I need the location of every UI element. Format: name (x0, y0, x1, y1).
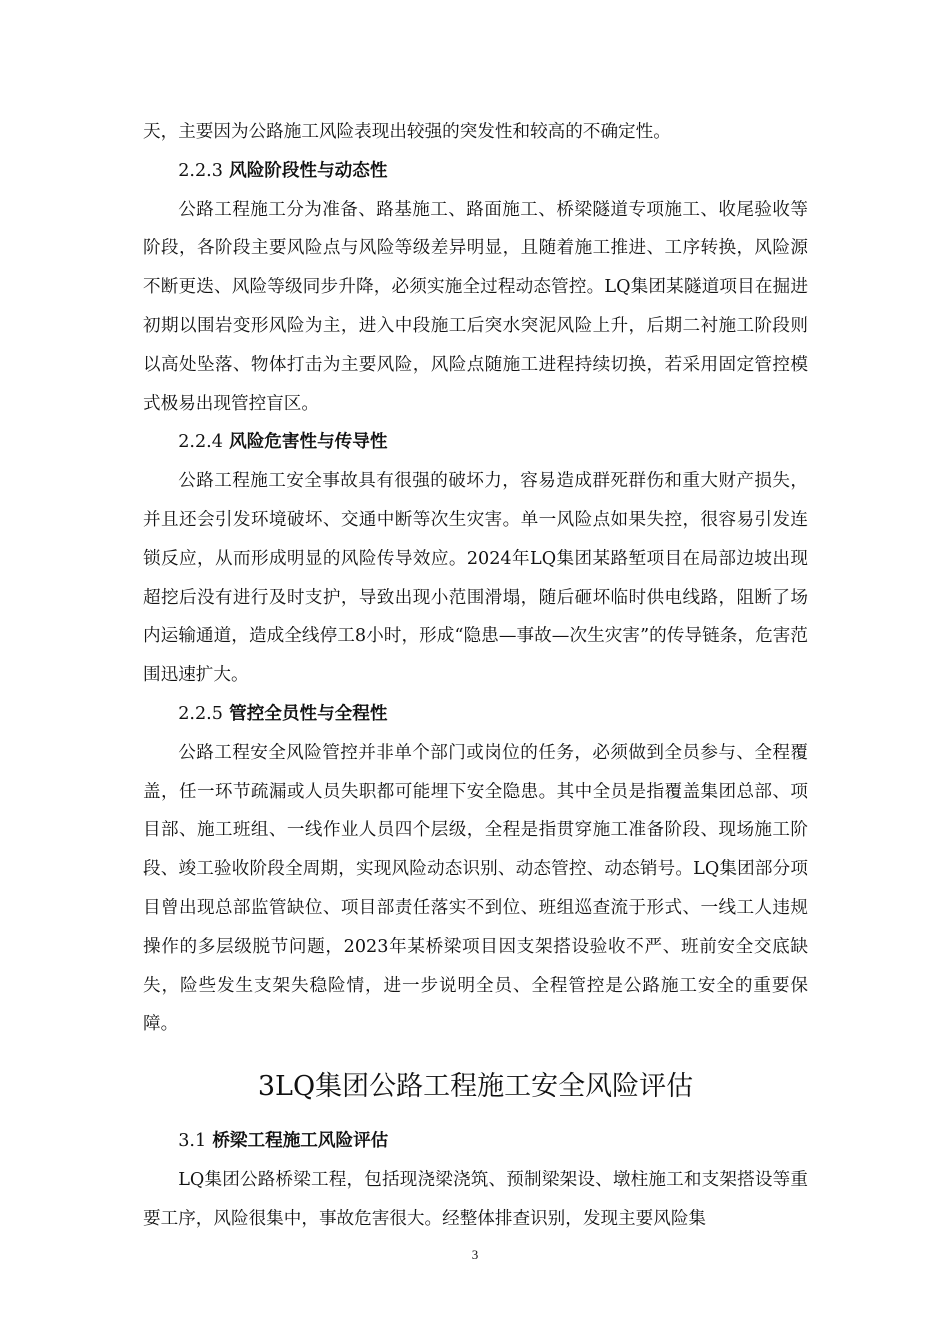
section-title: 管控全员性与全程性 (229, 702, 388, 724)
section-title: 风险阶段性与动态性 (229, 159, 388, 181)
page-number: 3 (471, 1247, 479, 1262)
section-paragraph-2-2-3: 公路工程施工分为准备、路基施工、路面施工、桥梁隧道专项施工、收尾验收等阶段，各阶段主要风险点与风险等级差异明显，且随着施工推进、工序转换，风险源不断更迭、风险等级同步升降，必须实施全过程动态管控。LQ集团某隧道项目在掘进初期以围岩变形风险为主，进入中段施工后突水突泥风险上升，后期二衬施工阶段则以高处坠落、物体打击为主要风险，风险点随施工进程持续切换，若采用固定管控模式极易出现管控盲区。 (143, 199, 808, 414)
section-heading-3-1 (143, 1122, 808, 1161)
section-number: 2.2.4 (178, 432, 223, 453)
section-number: 2.2.3 (178, 160, 223, 181)
section-title: 风险危害性与传导性 (229, 431, 388, 453)
section-paragraph-2-2-4: 公路工程施工安全事故具有很强的破坏力，容易造成群死群伤和重大财产损失，并且还会引发环境破坏、交通中断等次生灾害。单一风险点如果失控，很容易引发连锁反应，从而形成明显的风险传导效应。2024年LQ集团某路堑项目在局部边坡出现超挖后没有进行及时支护，导致出现小范围滑塌，随后砸坏临时供电线路，阻断了场内运输通道，造成全线停工8小时，形成“隐患—事故—次生灾害”的传导链条，危害范围迅速扩大。 (143, 471, 808, 686)
section-number: 3.1 (178, 1131, 207, 1152)
section-paragraph-3-1: LQ集团公路桥梁工程，包括现浇梁浇筑、预制梁架设、墩柱施工和支架搭设等重要工序，风险很集中，事故危害很大。经整体排查识别，发现主要风险集 (143, 1169, 808, 1229)
section-number: 2.2.5 (178, 703, 223, 724)
section-heading-2-2-5 (143, 695, 808, 734)
chapter-title: 3LQ集团公路工程施工安全风险评估 (257, 1071, 694, 1103)
section-paragraph-2-2-5: 公路工程安全风险管控并非单个部门或岗位的任务，必须做到全员参与、全程覆盖，任一环节疏漏或人员失职都可能埋下安全隐患。其中全员是指覆盖集团总部、项目部、施工班组、一线作业人员四个层级，全程是指贯穿施工准备阶段、现场施工阶段、竣工验收阶段全周期，实现风险动态识别、动态管控、动态销号。LQ集团部分项目曾出现总部监管缺位、项目部责任落实不到位、班组巡查流于形式、一线工人违规操作的多层级脱节问题，2023年某桥梁项目因支架搭设验收不严、班前安全交底缺失，险些发生支架失稳险情，进一步说明全员、全程管控是公路施工安全的重要保障。 (143, 742, 808, 1035)
section-title: 桥梁工程施工风险评估 (212, 1130, 389, 1152)
section-heading-2-2-3 (143, 152, 808, 191)
continuation-paragraph: 天，主要因为公路施工风险表现出较强的突发性和较高的不确定性。 (143, 122, 671, 142)
section-heading-2-2-4 (143, 423, 808, 462)
page-content (143, 113, 808, 1239)
